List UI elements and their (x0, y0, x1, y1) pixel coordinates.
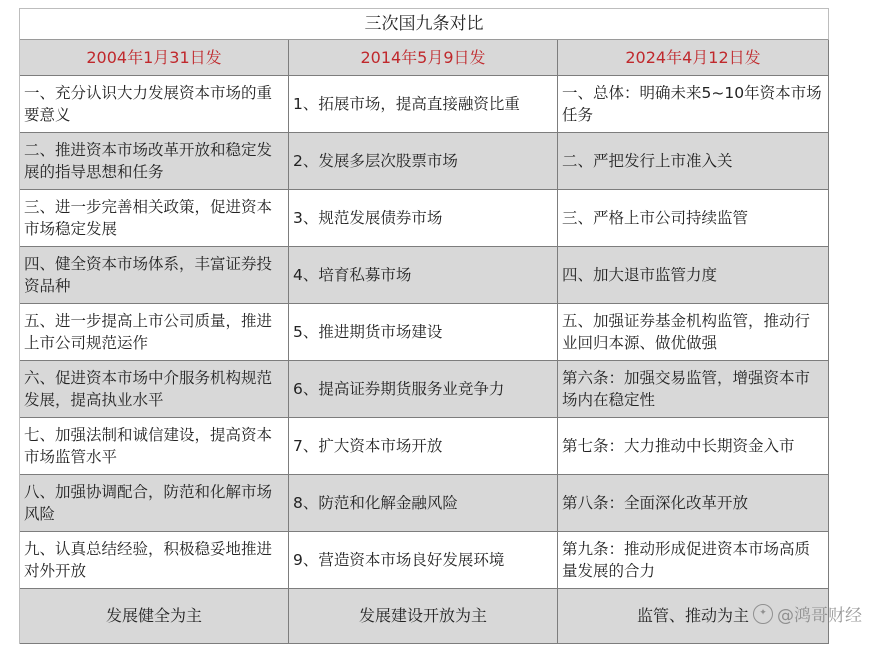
cell-2004: 七、加强法制和诚信建设，提高资本市场监管水平 (20, 418, 289, 474)
header-row (20, 40, 829, 76)
cell-2024: 第七条：大力推动中长期资金入市 (558, 418, 829, 474)
cell-2014: 8、防范和化解金融风险 (289, 475, 558, 531)
cell-2004: 八、加强协调配合，防范和化解市场风险 (20, 475, 289, 531)
cell-2024: 二、严把发行上市准入关 (558, 133, 829, 189)
cell-2004: 二、推进资本市场改革开放和稳定发展的指导思想和任务 (20, 133, 289, 189)
cell-2004: 三、进一步完善相关政策，促进资本市场稳定发展 (20, 190, 289, 246)
table-row (20, 304, 829, 361)
cell-2014: 2、发展多层次股票市场 (289, 133, 558, 189)
table-row (20, 361, 829, 418)
cell-2004: 九、认真总结经验，积极稳妥地推进对外开放 (20, 532, 289, 588)
cell-2004: 五、进一步提高上市公司质量，推进上市公司规范运作 (20, 304, 289, 360)
header-2014: 2014年5月9日发 (289, 40, 558, 75)
cell-2024: 第八条：全面深化改革开放 (558, 475, 829, 531)
watermark-text: @鸿哥财经 (777, 606, 862, 626)
cell-2024: 五、加强证券基金机构监管，推动行业回归本源、做优做强 (558, 304, 829, 360)
table-row (20, 418, 829, 475)
watermark-logo-icon: ✦ (753, 604, 773, 624)
summary-2024: 监管、推动为主 (558, 589, 829, 643)
comparison-table (19, 8, 829, 644)
cell-2004: 四、健全资本市场体系，丰富证券投资品种 (20, 247, 289, 303)
cell-2014: 6、提高证券期货服务业竞争力 (289, 361, 558, 417)
header-2004: 2004年1月31日发 (20, 40, 289, 75)
cell-2014: 1、拓展市场，提高直接融资比重 (289, 76, 558, 132)
summary-row (20, 589, 829, 644)
cell-2014: 5、推进期货市场建设 (289, 304, 558, 360)
cell-2024: 三、严格上市公司持续监管 (558, 190, 829, 246)
table-row (20, 133, 829, 190)
table-row (20, 475, 829, 532)
table-title: 三次国九条对比 (20, 9, 829, 40)
cell-2014: 3、规范发展债券市场 (289, 190, 558, 246)
header-2024: 2024年4月12日发 (558, 40, 829, 75)
cell-2014: 9、营造资本市场良好发展环境 (289, 532, 558, 588)
table-row (20, 247, 829, 304)
cell-2024: 第六条：加强交易监管，增强资本市场内在稳定性 (558, 361, 829, 417)
cell-2004: 一、充分认识大力发展资本市场的重要意义 (20, 76, 289, 132)
summary-2014: 发展建设开放为主 (289, 589, 558, 643)
table-row (20, 76, 829, 133)
summary-2004: 发展健全为主 (20, 589, 289, 643)
cell-2004: 六、促进资本市场中介服务机构规范发展，提高执业水平 (20, 361, 289, 417)
cell-2014: 7、扩大资本市场开放 (289, 418, 558, 474)
cell-2014: 4、培育私募市场 (289, 247, 558, 303)
cell-2024: 第九条：推动形成促进资本市场高质量发展的合力 (558, 532, 829, 588)
cell-2024: 四、加大退市监管力度 (558, 247, 829, 303)
table-row (20, 190, 829, 247)
table-row (20, 532, 829, 589)
cell-2024: 一、总体：明确未来5~10年资本市场任务 (558, 76, 829, 132)
